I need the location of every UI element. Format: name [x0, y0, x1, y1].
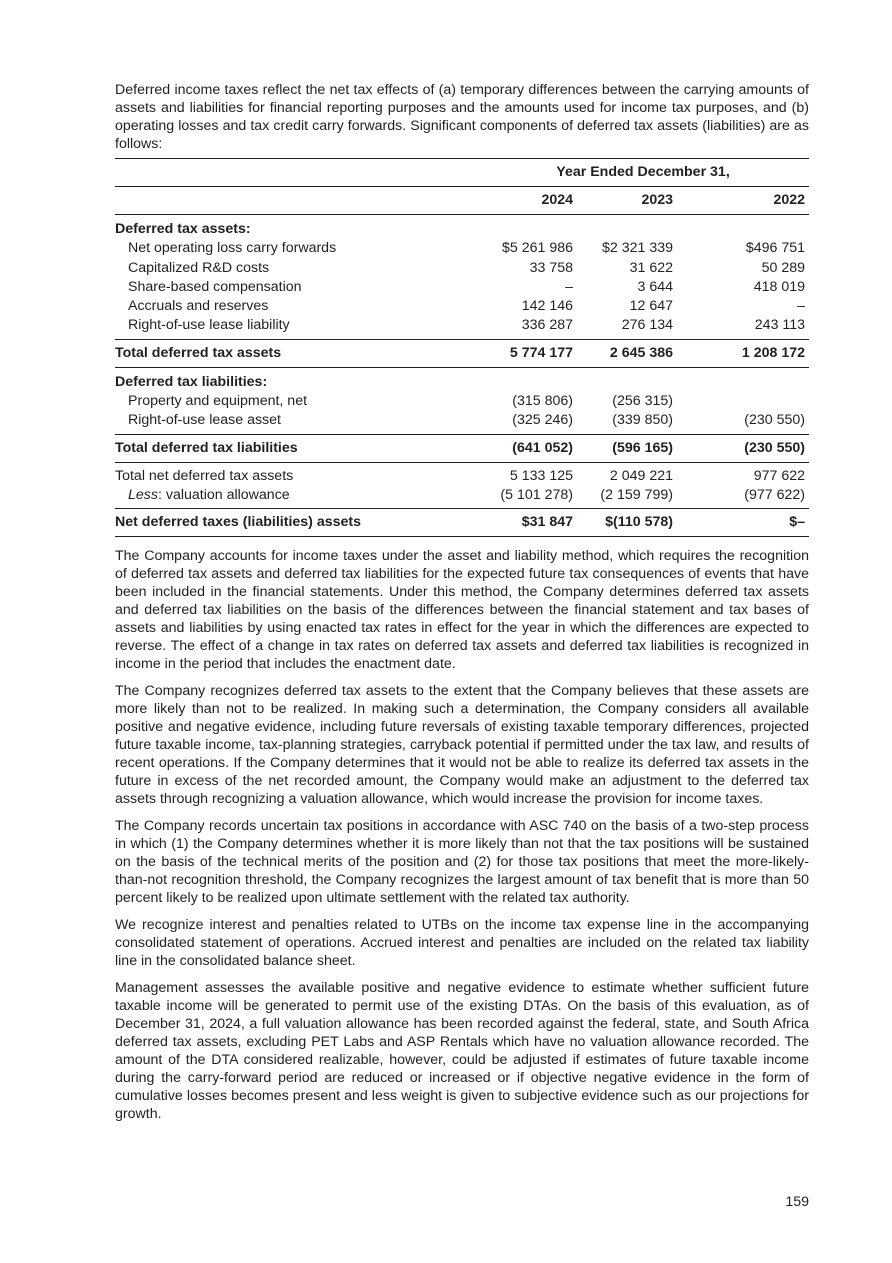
row-label: Right-of-use lease liability: [128, 317, 290, 334]
cell-2022: [695, 392, 809, 411]
cell-2023: (2 159 799): [600, 486, 673, 503]
cell-2023: 31 622: [629, 259, 673, 276]
cell-2022: $–: [695, 509, 809, 537]
section-header-liabilities: Deferred tax liabilities:: [115, 373, 268, 390]
cell-2024: $31 847: [467, 509, 581, 537]
cell-2022: (977 622): [744, 486, 806, 503]
cell-2023: $(110 578): [581, 509, 695, 537]
page-content: [115, 81, 809, 1132]
table-row: [115, 462, 809, 486]
row-label: Net operating loss carry forwards: [128, 240, 337, 257]
table-row: [115, 486, 809, 505]
table-row: [115, 278, 809, 297]
cell-2022: 418 019: [753, 278, 806, 295]
cell-2023: 276 134: [621, 317, 673, 334]
cell-2022: 243 113: [754, 317, 806, 334]
row-label: Total deferred tax liabilities: [115, 434, 467, 462]
cell-2022: (230 550): [744, 412, 806, 429]
cell-2022: 977 622: [753, 467, 806, 484]
cell-2024: 33 758: [529, 259, 573, 276]
table-row: [115, 411, 809, 430]
row-label: [115, 486, 467, 505]
row-label: Net deferred taxes (liabilities) assets: [115, 509, 467, 537]
total-row-liabilities: [115, 434, 809, 462]
cell-2024: $5 261 986: [501, 240, 573, 257]
table-row: [115, 316, 809, 335]
year-header: 2023: [581, 187, 695, 215]
table-row: [115, 297, 809, 316]
cell-2024: (325 246): [512, 412, 573, 429]
cell-2023: (596 165): [581, 434, 695, 462]
total-row-assets: [115, 339, 809, 367]
body-paragraph: The Company recognizes deferred tax assets to the extent that the Company believes that these assets are more likely than not to be realized. In making such a determination, the Company considers all available positive and negative evidence, including future reversals of existing taxable temporary differences, projected future taxable income, tax-planning strategies, carryback potential if permitted under the tax law, and results of recent operations. If the Company determines that it would not be able to realize its deferred tax assets in the future in excess of the net recorded amount, the Company would make an adjustment to the deferred tax assets through recognizing a valuation allowance, which would increase the provision for income taxes.: [115, 683, 809, 808]
cell-2024: 5 774 177: [467, 339, 581, 367]
cell-2023: (339 850): [612, 412, 673, 429]
cell-2024: (641 052): [467, 434, 581, 462]
cell-2022: $496 751: [745, 240, 806, 257]
row-label-rest: : valuation allowance: [157, 486, 290, 503]
cell-2023: $2 321 339: [601, 240, 673, 257]
cell-2022: 50 289: [761, 259, 806, 276]
row-label-italic: Less: [128, 486, 158, 503]
year-header: 2024: [467, 187, 581, 215]
cell-2023: 2 645 386: [581, 339, 695, 367]
body-paragraph: We recognize interest and penalties related to UTBs on the income tax expense line in the accompanying consolidated statement of operations. Accrued interest and penalties are included on the related tax liability line in the consolidated balance sheet.: [115, 917, 809, 970]
cell-2024: 142 146: [521, 298, 573, 315]
cell-2022: 1 208 172: [695, 339, 809, 367]
section-header-assets: Deferred tax assets:: [115, 221, 251, 237]
body-paragraph: Management assesses the available positive and negative evidence to estimate whether sufficient future taxable income will be generated to permit use of the existing DTAs. On the basis of this evaluation, as of December 31, 2024, a full valuation allowance has been recorded against the federal, state, and South Africa deferred tax assets, excluding PET Labs and ASP Rentals which have no valuation allowance recorded. The amount of the DTA considered realizable, however, could be adjusted if estimates of future taxable income during the carry-forward period are reduced or increased or if objective negative evidence in the form of cumulative losses becomes present and less weight is given to subjective evidence such as our projections for growth.: [115, 980, 809, 1123]
row-label: Accruals and reserves: [128, 298, 269, 315]
cell-2023: (256 315): [612, 393, 673, 410]
table-row: [115, 259, 809, 278]
cell-2024: 336 287: [521, 317, 573, 334]
cell-2023: 2 049 221: [609, 467, 673, 484]
table-row: [115, 239, 809, 258]
row-label: Total net deferred tax assets: [115, 467, 294, 484]
table-header-period: [115, 159, 809, 187]
row-label: Share-based compensation: [128, 278, 302, 295]
cell-2024: (5 101 278): [500, 486, 573, 503]
cell-2024: (315 806): [512, 393, 573, 410]
cell-2022: –: [797, 298, 806, 315]
period-header: Year Ended December 31,: [467, 159, 809, 187]
row-label: Capitalized R&D costs: [128, 259, 270, 276]
cell-2024: –: [565, 278, 573, 295]
year-header: 2022: [695, 187, 809, 215]
page-number: 159: [785, 1194, 809, 1210]
table-header-years: [115, 187, 809, 215]
cell-2022: (230 550): [695, 434, 809, 462]
intro-paragraph: Deferred income taxes reflect the net tax effects of (a) temporary differences between the carrying amounts of assets and liabilities for financial reporting purposes and the amounts used for income tax purposes, and (b) operating losses and tax credit carry forwards. Significant components of deferred tax assets (liabilities) are as follows:: [115, 82, 809, 152]
row-label: Right-of-use lease asset: [128, 412, 281, 429]
total-row-net-deferred: [115, 509, 809, 537]
row-label: Property and equipment, net: [128, 393, 308, 410]
cell-2024: 5 133 125: [509, 467, 573, 484]
body-paragraph: The Company accounts for income taxes under the asset and liability method, which requires the recognition of deferred tax assets and deferred tax liabilities for the expected future tax consequences of events that have been included in the financial statements. Under this method, the Company determines deferred tax assets and deferred tax liabilities on the basis of the differences between the financial statement and tax bases of assets and liabilities by using enacted tax rates in effect for the year in which the differences are expected to reverse. The effect of a change in tax rates on deferred tax assets and deferred tax liabilities is recognized in income in the period that includes the enactment date.: [115, 548, 809, 673]
deferred-tax-table: [115, 158, 809, 537]
body-paragraph: The Company records uncertain tax positions in accordance with ASC 740 on the basis of a two-step process in which (1) the Company determines whether it is more likely than not that the tax positions will be sustained on the basis of the technical merits of the position and (2) for those tax positions that meet the more-likely-than-not recognition threshold, the Company recognizes the largest amount of tax benefit that is more than 50 percent likely to be realized upon ultimate settlement with the related tax authority.: [115, 818, 809, 907]
cell-2023: 3 644: [637, 278, 673, 295]
cell-2023: 12 647: [629, 298, 673, 315]
row-label: Total deferred tax assets: [115, 339, 467, 367]
table-row: [115, 392, 809, 411]
